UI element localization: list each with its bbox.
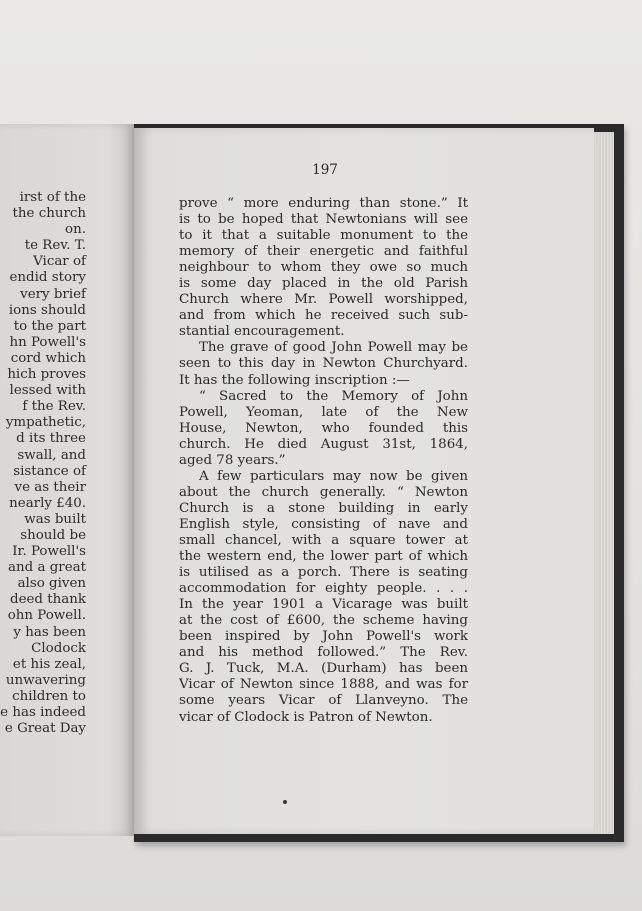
text-line: Church is a stone building in early: [179, 500, 468, 516]
page-number: 197: [312, 162, 338, 178]
left-page-line: e Great Day: [4, 721, 86, 737]
text-line: House, Newton, who founded this: [179, 420, 468, 436]
left-page-line: irst of the: [19, 190, 86, 205]
text-line: accommodation for eighty people. . . .: [179, 581, 468, 597]
left-page-line: ions should: [8, 302, 86, 318]
text-line: Powell, Yeoman, late of the New: [179, 404, 468, 420]
left-page-line: was built: [24, 511, 86, 527]
left-page-line: to the part: [13, 318, 86, 334]
left-page: [0, 124, 134, 836]
left-page-line: y has been: [13, 624, 86, 640]
text-line: Church where Mr. Powell worshipped,: [179, 292, 468, 308]
left-page-line: and a great: [8, 560, 86, 576]
text-line: vicar of Clodock is Patron of Newton.: [179, 709, 433, 725]
left-page-line: f the Rev.: [22, 399, 86, 415]
left-page-line: unwavering: [5, 672, 86, 688]
left-page-line: hn Powell's: [9, 334, 86, 350]
text-line: the western end, the lower part of which: [179, 549, 468, 565]
left-page-line: deed thank: [10, 592, 86, 608]
text-line: seen to this day in Newton Churchyard.: [179, 356, 468, 372]
left-page-line: the church: [12, 206, 86, 222]
left-page-line: ve as their: [14, 479, 86, 495]
text-line: G. J. Tuck, M.A. (Durham) has been: [179, 661, 468, 677]
text-line: English style, consisting of nave and: [179, 516, 468, 532]
text-line: It has the following inscription :—: [179, 372, 410, 388]
text-line: is some day placed in the old Parish: [179, 276, 468, 292]
left-page-line: et his zeal,: [12, 656, 86, 672]
text-line: prove “ more enduring than stone.” It: [179, 196, 468, 211]
text-line: A few particulars may now be given: [199, 468, 468, 484]
left-page-line: Ir. Powell's: [12, 544, 86, 560]
text-line: neighbour to whom they owe so much: [179, 260, 468, 276]
text-line: memory of their energetic and faithful: [179, 244, 468, 260]
left-page-line: very brief: [20, 286, 86, 302]
left-page-line: should be: [20, 527, 86, 543]
text-line: church. He died August 31st, 1864,: [179, 436, 468, 452]
text-line: In the year 1901 a Vicarage was built: [179, 597, 468, 613]
text-line: been inspired by John Powell's work: [179, 629, 468, 645]
left-page-line: children to: [12, 688, 86, 704]
text-line: to it that a suitable monument to the: [179, 228, 468, 244]
text-line: “ Sacred to the Memory of John: [199, 388, 468, 404]
left-page-line: Clodock: [31, 640, 86, 656]
left-page-line: Vicar of: [33, 254, 86, 270]
text-line: is to be hoped that Newtonians will see: [179, 212, 468, 228]
left-page-line: d its three: [16, 431, 86, 447]
left-page-line: ohn Powell.: [7, 608, 86, 624]
text-line: is utilised as a porch. There is seating: [179, 565, 468, 581]
left-page-line: sistance of: [13, 463, 86, 479]
left-page-line: e has indeed: [0, 705, 86, 720]
left-page-line: endid story: [9, 270, 86, 286]
left-page-line: cord which: [10, 350, 86, 366]
text-line: and his method followed.” The Rev.: [179, 645, 468, 661]
left-page-line: ympathetic,: [5, 415, 86, 431]
left-page-line: hich proves: [7, 367, 86, 383]
left-page-line: te Rev. T.: [24, 238, 86, 254]
left-page-text: [0, 190, 86, 737]
text-line: aged 78 years.”: [179, 452, 286, 468]
right-page-text: [179, 196, 468, 726]
left-page-line: on.: [65, 222, 86, 238]
page-mark: [283, 800, 287, 804]
left-page-line: also given: [17, 576, 86, 592]
text-line: small chancel, with a square tower at: [179, 532, 468, 548]
left-page-line: nearly £40.: [9, 495, 86, 511]
left-page-line: lessed with: [9, 383, 86, 399]
text-line: some years Vicar of Llanveyno. The: [179, 693, 468, 709]
text-line: stantial encouragement.: [179, 324, 345, 340]
text-line: at the cost of £600, the scheme having: [179, 613, 468, 629]
text-line: Vicar of Newton since 1888, and was for: [179, 677, 468, 693]
text-line: The grave of good John Powell may be: [199, 340, 468, 356]
text-line: about the church generally. “ Newton: [179, 484, 468, 500]
left-page-line: swall, and: [17, 447, 86, 463]
text-line: and from which he received such sub-: [179, 308, 468, 324]
